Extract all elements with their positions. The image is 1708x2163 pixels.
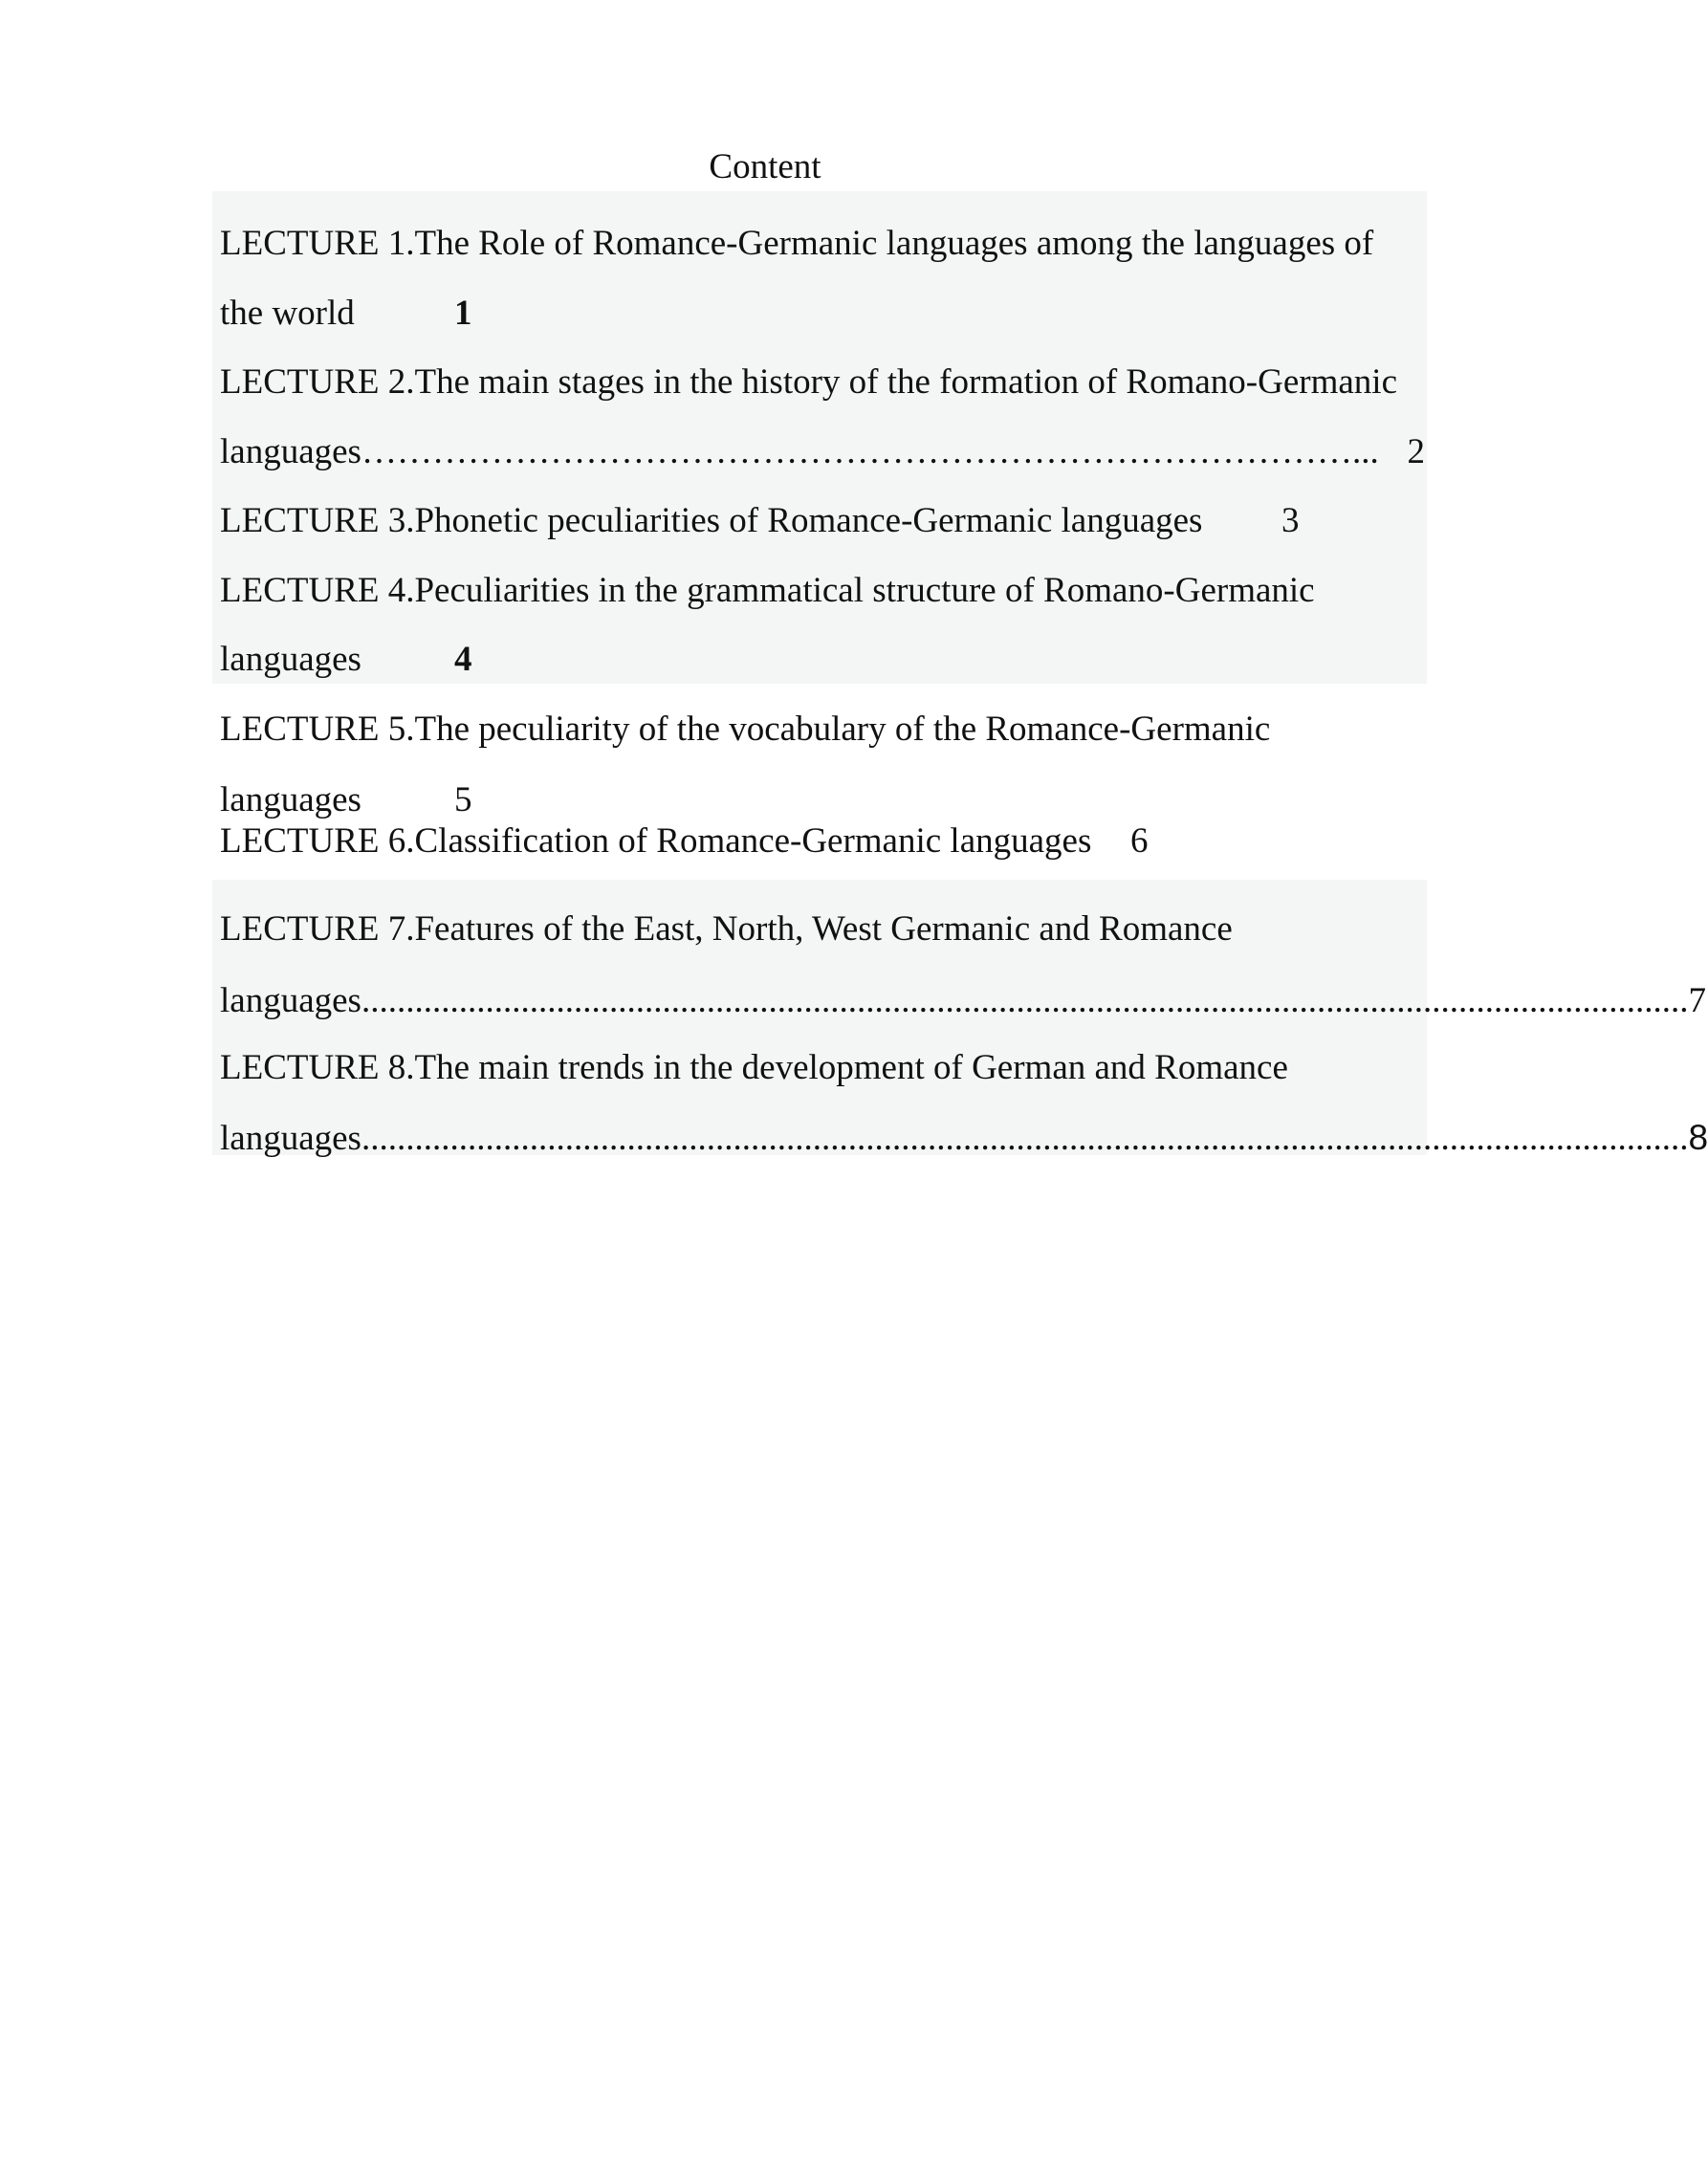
toc-entry-2-line-1: LECTURE 2.The main stages in the history of the formation of Romano-Germanic bbox=[220, 362, 1397, 402]
toc-entry-7-line-1: LECTURE 7.Features of the East, North, West Germanic and Romance bbox=[220, 909, 1233, 949]
toc-entry-6-text: LECTURE 6.Classification of Romance-Germanic languages bbox=[220, 821, 1092, 861]
toc-entry-1-line-2 bbox=[220, 290, 1425, 338]
toc-entry-8-line-1: LECTURE 8.The main trends in the development of German and Romance bbox=[220, 1048, 1288, 1087]
toc-entry-2-leader: …………………………………………………………………………... bbox=[361, 432, 1379, 471]
toc-entry-2-line-2 bbox=[220, 428, 1425, 476]
toc-entry-4-line-1: LECTURE 4.Peculiarities in the grammatical structure of Romano-Germanic bbox=[220, 571, 1315, 610]
toc-entry-7-line-2 bbox=[220, 977, 1706, 1025]
toc-entry-3-page: 3 bbox=[1281, 501, 1300, 540]
toc-entry-8-page: 8 bbox=[1688, 1118, 1708, 1157]
toc-entry-2-text: languages bbox=[220, 432, 361, 471]
toc-entry-6-line-1 bbox=[220, 818, 1425, 865]
toc-entry-6-page: 6 bbox=[1130, 821, 1149, 861]
toc-entry-7-page: 7 bbox=[1688, 981, 1706, 1020]
toc-entry-5-line-1: LECTURE 5.The peculiarity of the vocabulary of the Romance-Germanic bbox=[220, 710, 1271, 749]
toc-entry-8-text: languages bbox=[220, 1119, 361, 1158]
toc-entry-4-line-2 bbox=[220, 636, 1425, 684]
toc-entry-7-text: languages bbox=[220, 981, 361, 1020]
toc-entry-8-leader: ...................................................................................................................................................... bbox=[361, 1119, 1689, 1158]
toc-entry-5-text: languages bbox=[220, 780, 361, 819]
toc-entry-8-line-2 bbox=[220, 1114, 1708, 1163]
toc-entry-4-text: languages bbox=[220, 640, 361, 679]
toc-entry-1-text: the world bbox=[220, 294, 355, 333]
toc-entry-1-line-1: LECTURE 1.The Role of Romance-Germanic languages among the languages of bbox=[220, 224, 1374, 263]
toc-title: Content bbox=[709, 147, 821, 186]
toc-entry-3-line-1 bbox=[220, 497, 1425, 545]
toc-entry-7-leader: ...................................................................................................................................................... bbox=[361, 981, 1689, 1020]
toc-entry-4-page: 4 bbox=[454, 640, 472, 679]
toc-entry-5-page: 5 bbox=[454, 780, 472, 819]
toc-entry-3-text: LECTURE 3.Phonetic peculiarities of Romance-Germanic languages bbox=[220, 501, 1203, 540]
toc-entry-1-page: 1 bbox=[454, 294, 472, 333]
toc-entry-2-page: 2 bbox=[1407, 432, 1425, 471]
